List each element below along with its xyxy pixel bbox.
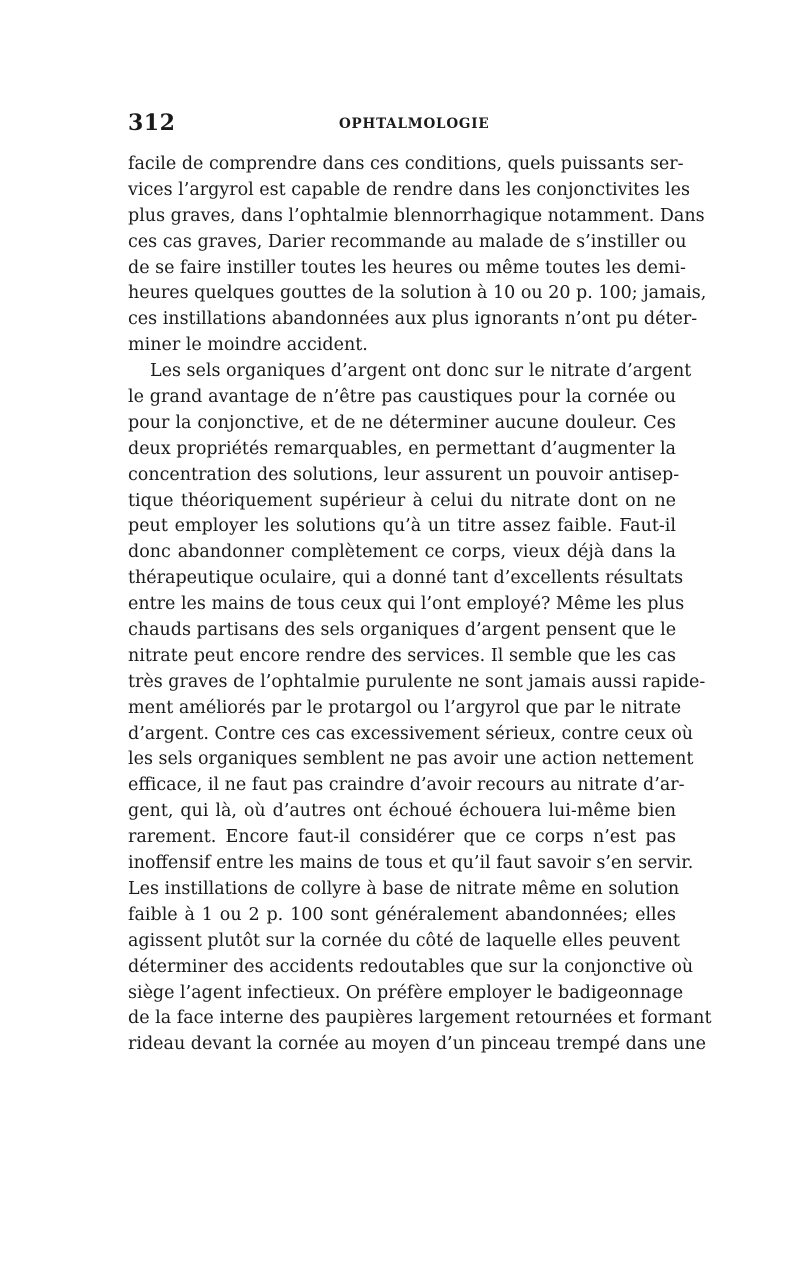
text-line: le grand avantage de n’être pas caustiques pour la cornée ou — [128, 387, 676, 408]
text-line: facile de comprendre dans ces conditions, quels puissants ser- — [128, 154, 684, 174]
text-line: ces cas graves, Darier recommande au malade de s’instiller ou — [128, 231, 687, 252]
body-text — [128, 152, 712, 1058]
text-line: donc abandonner complètement ce corps, vieux déjà dans la — [128, 542, 676, 563]
text-line: deux propriétés remarquables, en permettant d’augmenter la — [128, 438, 676, 459]
running-title: OPHTALMOLOGIE — [339, 116, 490, 132]
text-line: nitrate peut encore rendre des services. Il semble que les cas — [128, 645, 676, 666]
text-line: vices l’argyrol est capable de rendre dans les conjonctivites les — [128, 179, 690, 200]
text-line: les sels organiques semblent ne pas avoir une action nettement — [128, 749, 694, 770]
text-line: heures quelques gouttes de la solution à 10 ou 20 p. 100; jamais, — [128, 283, 707, 304]
paragraph-1 — [128, 152, 707, 359]
text-line: siège l’agent infectieux. On préfère employer le badigeonnage — [128, 982, 684, 1003]
text-line: gent, qui là, où d’autres ont échoué échouera lui-même bien — [128, 801, 676, 822]
text-line: faible à 1 ou 2 p. 100 sont généralement abandonnées; elles — [128, 904, 676, 925]
text-line: chauds partisans des sels organiques d’argent pensent que le — [128, 620, 677, 641]
text-line: Les instillations de collyre à base de nitrate même en solution — [128, 878, 680, 899]
paragraph-2 — [128, 359, 712, 1058]
page-number: 312 — [128, 110, 176, 136]
text-line: inoffensif entre les mains de tous et qu’il faut savoir s’en servir. — [128, 853, 694, 874]
text-line: déterminer des accidents redoutables que sur la conjonctive où — [128, 956, 694, 977]
text-line: miner le moindre accident. — [128, 335, 368, 356]
text-line: thérapeutique oculaire, qui a donné tant d’excellents résultats — [128, 568, 684, 589]
text-line: concentration des solutions, leur assurent un pouvoir antisep- — [128, 464, 680, 485]
text-line: rarement. Encore faut-il considérer que ce corps n’est pas — [128, 827, 676, 848]
text-line: de la face interne des paupières largement retournées et formant — [128, 1008, 712, 1029]
text-line: pour la conjonctive, et de ne déterminer aucune douleur. Ces — [128, 412, 676, 433]
text-line: ces instillations abandonnées aux plus ignorants n’ont pu déter- — [128, 309, 698, 330]
text-line: de se faire instiller toutes les heures ou même toutes les demi- — [128, 257, 686, 278]
text-line: entre les mains de tous ceux qui l’ont employé? Même les plus — [128, 594, 685, 615]
text-line: tique théoriquement supérieur à celui du nitrate dont on ne — [128, 490, 676, 511]
text-line: Les sels organiques d’argent ont donc sur le nitrate d’argent — [150, 361, 692, 382]
text-line: plus graves, dans l’ophtalmie blennorrhagique notamment. Dans — [128, 205, 705, 226]
text-line: peut employer les solutions qu’à un titre assez faible. Faut-il — [128, 516, 676, 537]
text-line: très graves de l’ophtalmie purulente ne sont jamais aussi rapide- — [128, 671, 706, 692]
text-line: rideau devant la cornée au moyen d’un pinceau trempé dans une — [128, 1034, 707, 1055]
running-head — [128, 110, 676, 140]
text-line: efficace, il ne faut pas craindre d’avoir recours au nitrate d’ar- — [128, 775, 685, 796]
text-line: agissent plutôt sur la cornée du côté de laquelle elles peuvent — [128, 930, 680, 951]
text-line: ment améliorés par le protargol ou l’argyrol que par le nitrate — [128, 697, 682, 718]
text-line: d’argent. Contre ces cas excessivement sérieux, contre ceux où — [128, 723, 694, 744]
